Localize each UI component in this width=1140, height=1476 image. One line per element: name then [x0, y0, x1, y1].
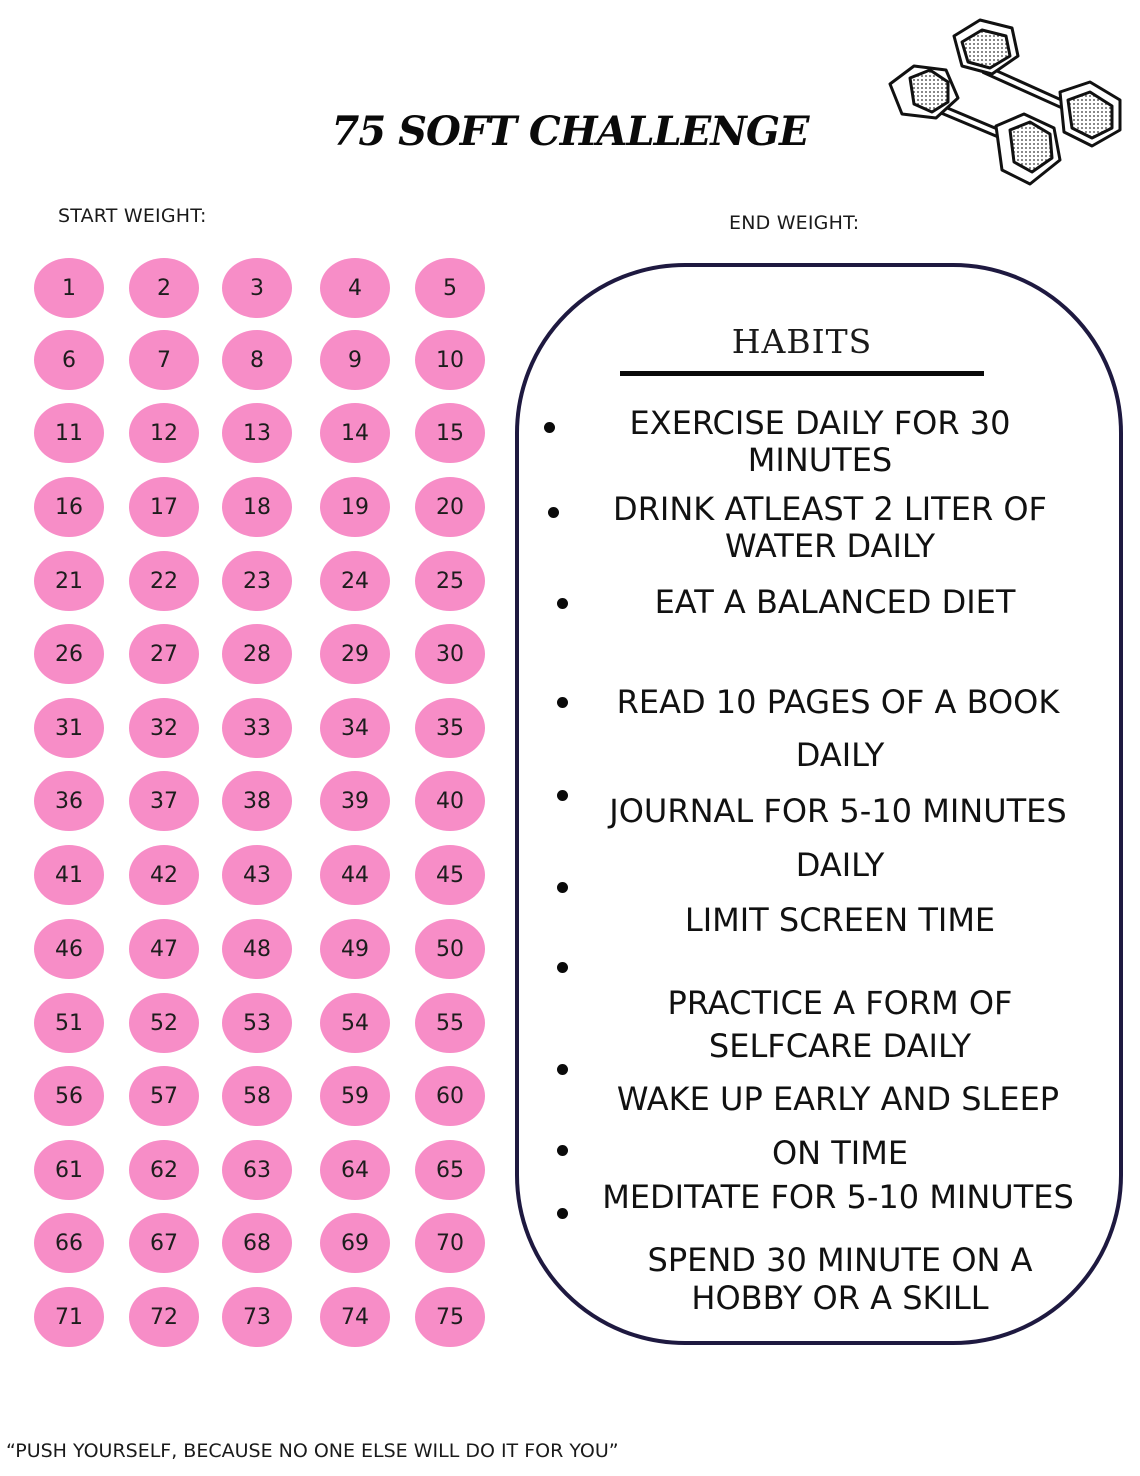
habit-item: JOURNAL FOR 5-10 MINUTES	[609, 792, 1067, 830]
bullet-icon	[557, 697, 568, 708]
day-circle[interactable]: 28	[222, 624, 292, 684]
day-circle[interactable]: 34	[320, 698, 390, 758]
day-circle[interactable]: 18	[222, 477, 292, 537]
day-circle[interactable]: 42	[129, 845, 199, 905]
day-circle[interactable]: 7	[129, 330, 199, 390]
habit-item: EXERCISE DAILY FOR 30 MINUTES	[629, 404, 1011, 479]
day-circle[interactable]: 1	[34, 258, 104, 318]
day-circle[interactable]: 5	[415, 258, 485, 318]
bullet-icon	[557, 962, 568, 973]
bullet-icon	[557, 790, 568, 801]
day-circle[interactable]: 9	[320, 330, 390, 390]
day-circle[interactable]: 49	[320, 919, 390, 979]
bullet-icon	[557, 598, 568, 609]
day-circle[interactable]: 27	[129, 624, 199, 684]
day-circle[interactable]: 70	[415, 1213, 485, 1273]
day-circle[interactable]: 50	[415, 919, 485, 979]
day-circle[interactable]: 32	[129, 698, 199, 758]
day-circle[interactable]: 45	[415, 845, 485, 905]
day-circle[interactable]: 43	[222, 845, 292, 905]
day-circle[interactable]: 71	[34, 1287, 104, 1347]
day-circle[interactable]: 26	[34, 624, 104, 684]
day-circle[interactable]: 74	[320, 1287, 390, 1347]
day-circle[interactable]: 17	[129, 477, 199, 537]
day-circle[interactable]: 23	[222, 551, 292, 611]
day-circle[interactable]: 20	[415, 477, 485, 537]
day-circle[interactable]: 4	[320, 258, 390, 318]
day-circle[interactable]: 35	[415, 698, 485, 758]
dumbbell-icon	[884, 14, 1132, 194]
habit-item: MEDITATE FOR 5-10 MINUTES	[602, 1178, 1074, 1216]
day-circle[interactable]: 22	[129, 551, 199, 611]
habits-divider	[620, 371, 984, 376]
day-circle[interactable]: 64	[320, 1140, 390, 1200]
day-circle[interactable]: 38	[222, 771, 292, 831]
day-circle[interactable]: 14	[320, 403, 390, 463]
day-circle[interactable]: 75	[415, 1287, 485, 1347]
day-circle[interactable]: 55	[415, 993, 485, 1053]
day-circle[interactable]: 39	[320, 771, 390, 831]
day-circle[interactable]: 52	[129, 993, 199, 1053]
habit-item: EAT A BALANCED DIET	[654, 583, 1016, 621]
day-circle[interactable]: 29	[320, 624, 390, 684]
bullet-icon	[557, 1208, 568, 1219]
bullet-icon	[557, 882, 568, 893]
page-title: 75 SOFT CHALLENGE	[331, 108, 809, 155]
day-circle[interactable]: 51	[34, 993, 104, 1053]
day-circle[interactable]: 54	[320, 993, 390, 1053]
day-circle[interactable]: 8	[222, 330, 292, 390]
habit-item: SPEND 30 MINUTE ON A HOBBY OR A SKILL	[647, 1241, 1033, 1317]
day-circle[interactable]: 6	[34, 330, 104, 390]
day-circle[interactable]: 24	[320, 551, 390, 611]
habit-item: PRACTICE A FORM OF SELFCARE DAILY	[667, 984, 1013, 1065]
day-circle[interactable]: 63	[222, 1140, 292, 1200]
day-circle[interactable]: 72	[129, 1287, 199, 1347]
bullet-icon	[548, 507, 559, 518]
day-circle[interactable]: 59	[320, 1066, 390, 1126]
day-circle[interactable]: 3	[222, 258, 292, 318]
habit-item: WAKE UP EARLY AND SLEEP	[616, 1080, 1060, 1118]
day-circle[interactable]: 67	[129, 1213, 199, 1273]
day-circle[interactable]: 30	[415, 624, 485, 684]
day-circle[interactable]: 58	[222, 1066, 292, 1126]
day-circle[interactable]: 61	[34, 1140, 104, 1200]
end-weight-label: END WEIGHT:	[729, 212, 860, 234]
habits-title: HABITS	[731, 322, 873, 361]
day-circle[interactable]: 37	[129, 771, 199, 831]
day-circle[interactable]: 31	[34, 698, 104, 758]
start-weight-label: START WEIGHT:	[58, 205, 207, 227]
bullet-icon	[544, 422, 555, 433]
bullet-icon	[557, 1145, 568, 1156]
day-circle[interactable]: 73	[222, 1287, 292, 1347]
day-circle[interactable]: 65	[415, 1140, 485, 1200]
habit-item: DRINK ATLEAST 2 LITER OF WATER DAILY	[613, 490, 1047, 565]
day-circle[interactable]: 15	[415, 403, 485, 463]
day-circle[interactable]: 69	[320, 1213, 390, 1273]
day-circle[interactable]: 66	[34, 1213, 104, 1273]
day-circle[interactable]: 21	[34, 551, 104, 611]
habit-item: DAILY	[795, 846, 885, 884]
day-circle[interactable]: 2	[129, 258, 199, 318]
day-circle[interactable]: 41	[34, 845, 104, 905]
day-circle[interactable]: 25	[415, 551, 485, 611]
day-circle[interactable]: 40	[415, 771, 485, 831]
habit-item: DAILY	[795, 736, 885, 774]
day-circle[interactable]: 46	[34, 919, 104, 979]
habit-item: READ 10 PAGES OF A BOOK	[616, 683, 1060, 721]
habit-item: LIMIT SCREEN TIME	[684, 901, 996, 939]
day-circle[interactable]: 57	[129, 1066, 199, 1126]
day-circle[interactable]: 11	[34, 403, 104, 463]
day-circle[interactable]: 68	[222, 1213, 292, 1273]
motivational-quote: “PUSH YOURSELF, BECAUSE NO ONE ELSE WILL DO IT FOR YOU”	[6, 1440, 619, 1462]
day-circle[interactable]: 62	[129, 1140, 199, 1200]
day-circle[interactable]: 60	[415, 1066, 485, 1126]
day-circle[interactable]: 13	[222, 403, 292, 463]
day-circle[interactable]: 53	[222, 993, 292, 1053]
day-circle[interactable]: 56	[34, 1066, 104, 1126]
habit-item: ON TIME	[771, 1134, 909, 1172]
day-circle[interactable]: 10	[415, 330, 485, 390]
day-circle[interactable]: 33	[222, 698, 292, 758]
day-circle[interactable]: 36	[34, 771, 104, 831]
day-circle[interactable]: 16	[34, 477, 104, 537]
day-circle[interactable]: 19	[320, 477, 390, 537]
day-circle[interactable]: 48	[222, 919, 292, 979]
day-circle[interactable]: 44	[320, 845, 390, 905]
day-circle[interactable]: 47	[129, 919, 199, 979]
bullet-icon	[557, 1064, 568, 1075]
day-circle[interactable]: 12	[129, 403, 199, 463]
